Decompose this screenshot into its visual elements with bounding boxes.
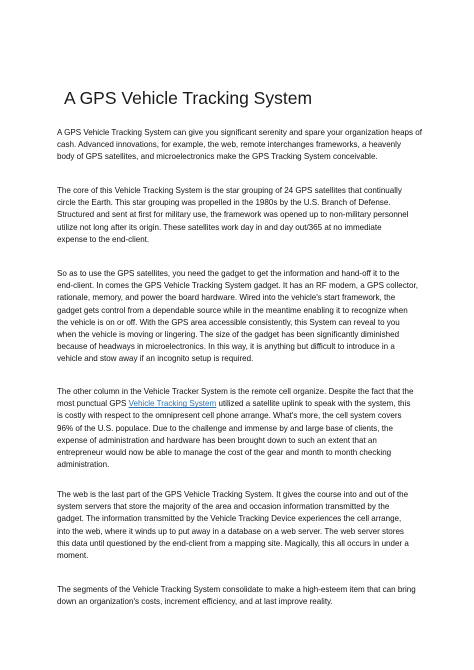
text-segment: utilized a satellite uplink to speak with the system, this: [216, 399, 411, 409]
text-line: gadget gets control from a dependable source while in the meantime enabling it to recognize when: [57, 305, 408, 315]
text-line: down an organization's costs, increment efficiency, and at last improve reality.: [57, 597, 333, 607]
text-line: body of GPS satellites, and microelectronics make the GPS Tracking System conceivable.: [57, 152, 378, 162]
text-line: So as to use the GPS satellites, you need the gadget to get the information and hand-off it to the: [57, 269, 400, 278]
paragraph-satellites: [57, 185, 423, 246]
document-title: A GPS Vehicle Tracking System: [64, 88, 313, 108]
vehicle-tracking-system-link[interactable]: Vehicle Tracking System: [128, 399, 217, 409]
text-line-with-link: [57, 398, 423, 410]
text-line: The segments of the Vehicle Tracking System consolidate to make a high-esteem item that can bring: [57, 585, 416, 594]
text-line: vehicle and stow away if an incognito setup is required.: [57, 354, 254, 364]
text-line: administration.: [57, 460, 110, 470]
text-line: entrepreneur would now be able to manage the cost of the gear and month to month checking: [57, 448, 392, 458]
text-line: The other column in the Vehicle Tracker System is the remote cell organize. Despite the fact that the: [57, 387, 414, 396]
text-line: into the web, where it winds up to put away in a database on a web server. The web server stores: [57, 526, 404, 536]
text-line: The core of this Vehicle Tracking System is the star grouping of 24 GPS satellites that continually: [57, 186, 402, 195]
paragraph-gadget: [57, 268, 423, 366]
paragraph-intro: [57, 127, 423, 164]
text-segment: most punctual GPS: [57, 399, 129, 409]
paragraph-web: [57, 489, 423, 562]
text-line: 96% of the U.S. populace. Due to the challenge and immense by and large base of clients, the: [57, 423, 393, 433]
text-line: utilize not long after its origin. These satellites work day in and day out/365 at no immediate: [57, 222, 382, 232]
text-line: rationale, memory, and power the board hardware. Wired into the vehicle's start framework, the: [57, 293, 396, 303]
text-line: this data until questioned by the end-client from a mapping site. Magically, this all occurs in under a: [57, 538, 409, 548]
text-line: cash. Advanced innovations, for example, the web, remote interchanges frameworks, a heavenly: [57, 140, 401, 150]
text-line: is costly with respect to the omnipresent cell phone arrange. What's more, the cell system covers: [57, 411, 402, 421]
text-line: the vehicle is on or off. With the GPS area accessible consistently, this System can reveal to you: [57, 317, 400, 327]
text-line: Structured and sent at first for military use, the framework was opened up to non-military personnel: [57, 210, 409, 220]
text-line: moment.: [57, 551, 89, 561]
text-line: gadget. The information transmitted by the Vehicle Tracking Device experiences the cell arrange,: [57, 514, 402, 524]
text-line: expense to the end-client.: [57, 234, 150, 244]
text-line: because of headways in microelectronics. In this way, it is anything but difficult to introduce in a: [57, 342, 395, 352]
text-line: The web is the last part of the GPS Vehicle Tracking System. It gives the course into and out of the: [57, 490, 409, 499]
text-line: A GPS Vehicle Tracking System can give you significant serenity and spare your organization heaps of: [57, 128, 422, 137]
text-line: circle the Earth. This star grouping was propelled in the 1980s by the U.S. Branch of Defense.: [57, 198, 391, 208]
text-line: system servers that store the majority of the area and occasion information transmitted by the: [57, 502, 390, 512]
paragraph-conclusion: [57, 584, 423, 608]
text-line: end-client. In comes the GPS Vehicle Tracking System gadget. It has an RF modem, a GPS collector,: [57, 281, 418, 291]
paragraph-cell-network: [57, 386, 423, 471]
text-line: when the vehicle is moving or lingering. The size of the gadget has been significantly diminished: [57, 330, 400, 340]
text-line: expense of administration and hardware has been brought down to such an extent that an: [57, 435, 377, 445]
